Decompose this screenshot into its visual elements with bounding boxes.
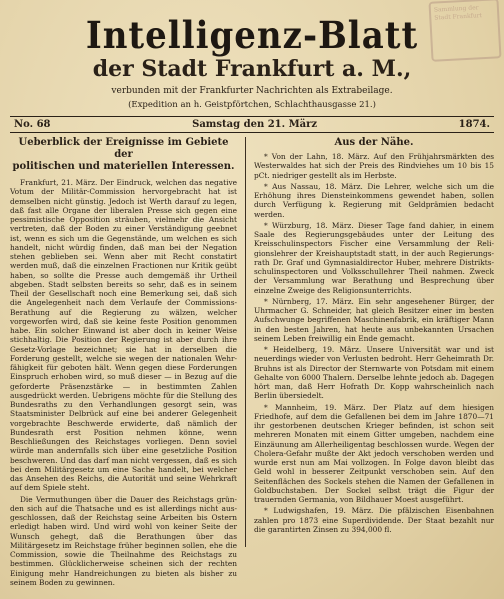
news-item: * Würzburg, 18. März. Dieser Tage fand dahier, in einem Saale des Regierungsgebäudes unter der Leitung des Kreisschulinspectors Fischer eine Versammlung der Religionslehrer der Kreishauptstadt statt, in der auch Regierungsrath Dr. Graf und Gymnasialdirector Huber, mehrere Distriktsschulinspectoren und Volksschullehrer Theil nahmen. Zweck der Versammlung war Berathung und Besprechung über einzelne Zweige des Religionsunterrichts. [254, 220, 494, 295]
newspaper-title: Intelligenz-Blatt [85, 13, 419, 58]
right-heading: Aus der Nähe. [334, 137, 414, 148]
newspaper-tagline: verbunden mit der Frankfurter Nachrichten als Extrabeilage. [111, 86, 393, 96]
article-paragraph: Frankfurt, 21. März. Der Eindruck, welchen das negative Votum der Militär-Commission hervorgebracht hat ist demselben nicht günstig. Jedoch ist Werth darauf zu legen, daß fast alle Organe der liberalen Presse sich gegen eine pessimistische Opposition sträuben, vielmehr die Ansicht vertreten, daß der Boden zu einer Verständigung geebnet ist, wenn es sich um die Gegenstände, um welchen es sich handelt, nicht würdig finden, daß man bei der Negation stehen geblieben sei. Wenn aber mit Recht constatirt werden muß, daß die einzelnen Fractionen nur Kritik geübt haben, so sollte die Presse auch demgemäß ihr Urtheil abgeben. Stadt selbsten bereits so sehr, daß es in seinem Theil der Gesellschaft noch eine Bemerkung sei, daß sich die Angelegenheit nach dem Verlaufe der Commissions-Berathung auf die Regierung zu wälzen, welcher vorgeworfen wird, daß sie keine feste Position genommen habe. Ein solcher Einwand ist aber doch in keiner Weise stichhaltig. Die Position der Regierung ist aber durch ihre Gesetz-Vorlage bezeichnet; sie hat in derselben die Forderung gestellt, welche sie wegen der nationalen Wehrfähigkeit für geboten hält. Wenn gegen diese Forderungen Einspruch erhoben wird, so muß dieser — in Bezug auf die geforderte Präsenzstärke — in bestimmten Zahlen ausgedrückt werden. Uebrigens möchte für die Stellung des Bundesraths zu den Verhandlungen gesorgt sein, was Staatsminister Delbrück auf eine bei anderer Gelegenheit vorgebrachte Beschwerde erwiderte, daß nämlich der Bundesrath erst Position nehmen könne, wenn Beschließungen des Reichstages vorliegen. Denn soviel würde man andernfalls sich über eine gesetzliche Position beschweren. Und das darf man nicht vergessen, daß es sich bei dem Militärgesetz um eine Sache handelt, bei welcher das Ansehen des Reichs, die Autorität und seine Wehrkraft auf dem Spiele steht. [10, 178, 237, 493]
headline-line-1: Ueberblick der Ereignisse im Gebiete der [18, 137, 229, 160]
expedition-address: (Expedition an h. Geistpförtchen, Schlachthausgasse 21.) [128, 100, 376, 110]
right-column [246, 137, 494, 547]
issue-bar [10, 117, 494, 133]
news-item: * Aus Nassau, 18. März. Die Lehrer, welche sich um die Erhöhung ihres Diensteinkommens gewendet haben, sollen durch Verfügung k. Regierung mit Geldprämien bedacht werden. [254, 181, 494, 219]
archive-stamp: Sammlung der Stadt Frankfurt [428, 0, 501, 62]
news-item: * Ludwigshafen, 19. März. Die pfälzischen Eisenbahnen zahlen pro 1873 eine Superdividende. Der Staat bezahlt nur die garantirten Zinsen zu 394,000 fl. [254, 506, 494, 534]
left-headline [10, 137, 237, 173]
news-item: * Nürnberg, 17. März. Ein sehr angesehener Bürger, der Uhrmacher G. Schneider, hat gleich Besitzer einer im besten Aufschwunge begriffenen Maschinenfabrik, ein kräftiger Mann in den besten Jahren, hat heute aus unbekannten Ursachen seinem Leben freiwillig ein Ende gemacht. [254, 296, 494, 343]
issue-number: No. 68 [14, 119, 51, 130]
issue-year: 1874. [458, 119, 490, 130]
columns [10, 137, 494, 587]
news-item: * Heidelberg, 19. März. Unsere Universität war und ist neuerdings wieder von Verlusten bedroht. Herr Geheimrath Dr. Bruhns ist als Director der Sternwarte von Potsdam mit einem Gehalte von 6000 Thalern. Derselbe lehnte jedoch ab. Dagegen hört man, daß Herr Hofrath Dr. Kopp wahrscheinlich nach Berlin übersiedelt. [254, 345, 494, 401]
issue-date: Samstag den 21. März [192, 119, 318, 130]
news-item: * Von der Lahn, 18. März. Auf den Frühjahrsmärkten des Westerwaldes hat sich der Preis des Rindviehes um 10 bis 15 pCt. niedriger gestellt als im Herbste. [254, 152, 494, 180]
headline-line-2: politischen und materiellen Interessen. [12, 161, 235, 172]
article-paragraph: Die Vermuthungen über die Dauer des Reichstags gründen sich auf die Thatsache und es ist allerdings nicht ausgeschlossen, daß der Reichstag seine Arbeiten bis Ostern erledigt haben wird. Und wird wohl von keiner Seite der Wunsch gehegt, daß die Berathungen über das Militärgesetz im Reichstage früher beginnen sollen, ehe die Commission, sowie die Theilnahme des Reichstags zu bestimmen. Glücklicherweise scheinen sich der rechten Einigung mehr Handreichungen zu bieten als bisher zu seinem Boden zu gewinnen. [10, 494, 237, 587]
newspaper-subtitle: der Stadt Frankfurt a. M., [92, 56, 412, 82]
left-column [10, 137, 246, 587]
news-item: * Mannheim, 19. März. Der Platz auf dem hiesigen Friedhofe, auf dem die Gefallenen bei dem im Jahre 1870—71 ihr gestorbenen deutschen Krieger befinden, ist schon seit mehreren Monaten mit einem Gitter umgeben, nachdem eine Einzäunung am Allerheiligentag beschlossen wurde. Wegen der Cholera-Gefahr mußte der Akt jedoch verschoben werden und wurde erst nun am Mai vollzogen. In Folge davon bleibt das Geld wohl in besserer Zeitpunkt verschoben sein. Auf den Seitenflächen des Sockels stehen die Namen der Gefallenen in Goldbuchstaben. Der Sockel selbst trägt die Figur der trauernden Germania, von Bildhauer Moest ausgeführt. [254, 402, 494, 504]
